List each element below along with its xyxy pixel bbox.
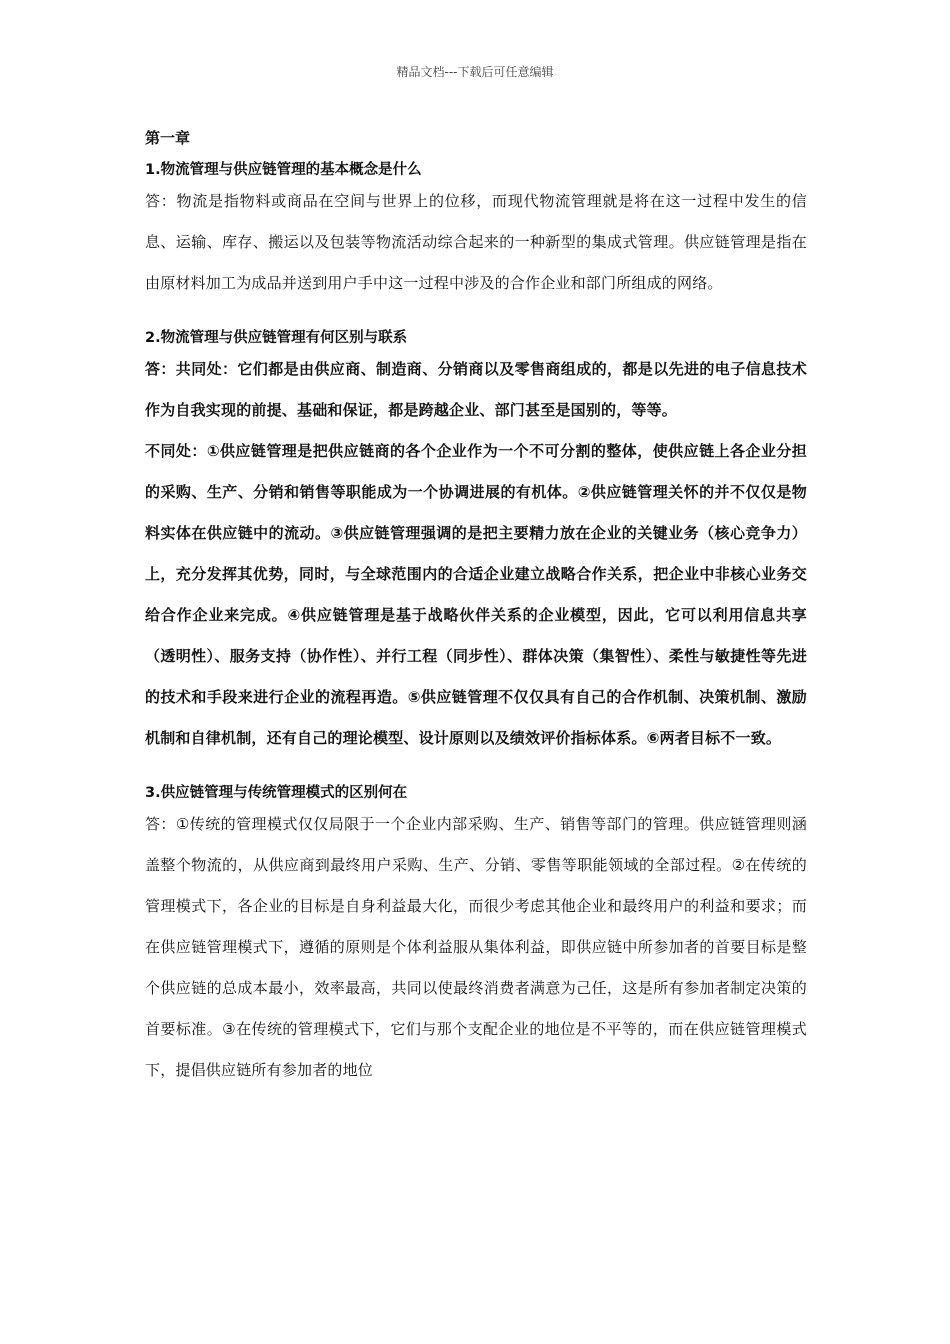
chapter-title: 第一章 [145, 129, 191, 147]
paragraph-gap [145, 304, 807, 324]
question-2-answer-common: 答：共同处：它们都是由供应商、制造商、分销商以及零售商组成的，都是以先进的电子信息技术作为自我实现的前提、基础和保证，都是跨越企业、部门甚至是国别的，等等。 [145, 360, 807, 419]
question-3-title: 3.供应链管理与传统管理模式的区别何在 [145, 785, 408, 801]
page-header: 精品文档---下载后可任意编辑 [396, 65, 554, 79]
question-2-title: 2.物流管理与供应链管理有何区别与联系 [145, 330, 408, 346]
question-1-answer: 答：物流是指物料或商品在空间与世界上的位移，而现代物流管理就是将在这一过程中发生的信息、运输、库存、搬运以及包装等物流活动综合起来的一种新型的集成式管理。供应链管理是指在由原材料加工为成品并送到用户手中这一过程中涉及的合作企业和部门所组成的网络。 [145, 192, 807, 292]
question-1-title: 1.物流管理与供应链管理的基本概念是什么 [145, 162, 422, 178]
question-3-answer: 答：①传统的管理模式仅仅局限于一个企业内部采购、生产、销售等部门的管理。供应链管理则涵盖整个物流的，从供应商到最终用户采购、生产、分销、零售等职能领域的全部过程。②在传统的管理模式下，各企业的目标是自身利益最大化，而很少考虑其他企业和最终用户的利益和要求；而在供应链管理模式下，遵循的原则是个体利益服从集体利益，即供应链中所参加者的首要目标是整个供应链的总成本最小，效率最高，共同以使最终消费者满意为己任，这是所有参加者制定决策的首要标准。③在传统的管理模式下，它们与那个支配企业的地位是不平等的，而在供应链管理模式下，提倡供应链所有参加者的地位 [145, 815, 807, 1079]
question-2-answer-difference: 不同处：①供应链管理是把供应链商的各个企业作为一个不可分割的整体，使供应链上各企业分担的采购、生产、分销和销售等职能成为一个协调进展的有机体。②供应链管理关怀的并不仅仅是物料实体在供应链中的流动。③供应链管理强调的是把主要精力放在企业的关键业务（核心竞争力）上，充分发挥其优势，同时，与全球范围内的合适企业建立战略合作关系，把企业中非核心业务交给合作企业来完成。④供应链管理是基于战略伙伴关系的企业模型，因此，它可以利用信息共享（透明性）、服务支持（协作性）、并行工程（同步性）、群体决策（集智性）、柔性与敏捷性等先进的技术和手段来进行企业的流程再造。⑤供应链管理不仅仅具有自己的合作机制、决策机制、激励机制和自律机制，还有自己的理论模型、设计原则以及绩效评价指标体系。⑥两者目标不一致。 [145, 442, 807, 747]
document-body [145, 124, 807, 1091]
paragraph-gap [145, 759, 807, 779]
